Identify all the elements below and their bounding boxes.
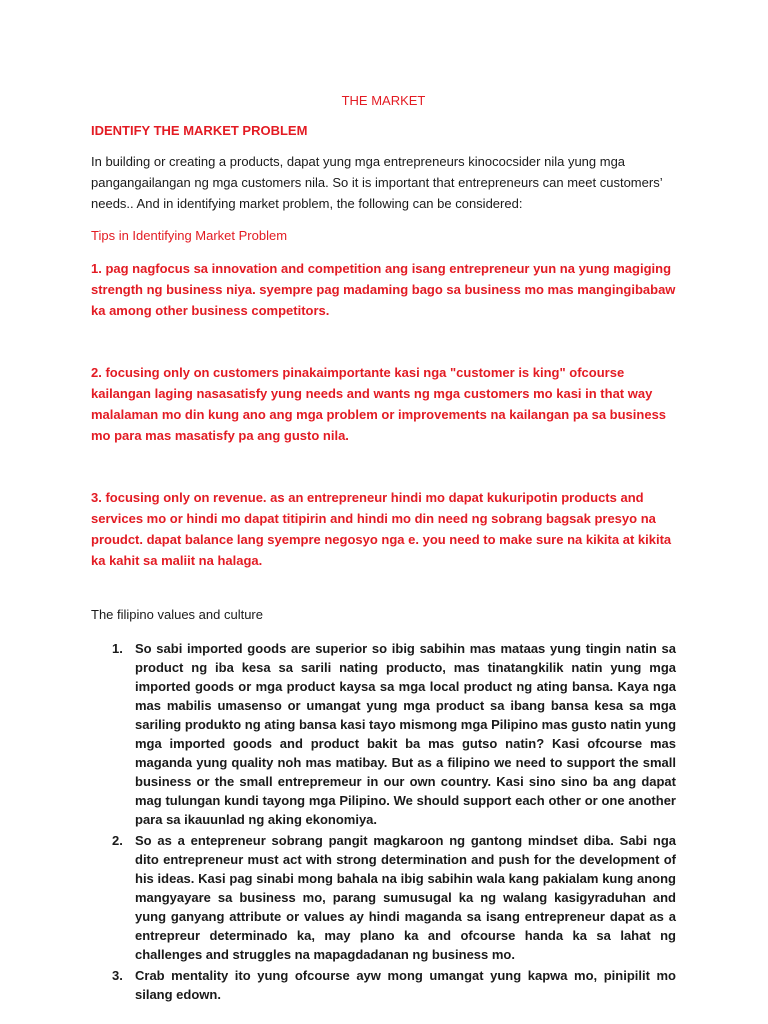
tips-heading: Tips in Identifying Market Problem [91, 228, 288, 243]
list-item-text: So sabi imported goods are superior so ibig sabihin mas mataas yung tingin natin sa product ng iba kesa sa sarili nating producto, mas tinatangkilik natin yung mga imported goods or mga product kaysa sa mga local product ng ating bansa. Kaya nga mas mabilis umasenso or umangat yung mga product sa ibang bansa kesa sa mga sariling produkto ng ating bansa kasi tayo mismong mga Pilipino mas gusto natin yung mga imported goods and product bakit ba mas gutso natin? Kasi ofcourse mas maganda yung quality noh mas matibay. But as a filipino we need to support the small business or the small entrepremeur in our own country. Kasi sino sino ba ang dapat mag tulungan kundi tayong mga Pilipino. We should support each other or one another para sa ikauunlad ng aking ekonomiya. [135, 641, 677, 827]
list-item [91, 831, 676, 964]
list-item-number: 3. [112, 968, 123, 983]
tip-paragraph: 2. focusing only on customers pinakaimportante kasi nga "customer is king" ofcourse kailangan laging nasasatisfy yung needs and wants ng mga customers mo kasi in that way malalaman mo din kung ano ang mga problem or improvements na kailangan pa sa business mo para mas masatisfy pa ang gusto nila. [91, 365, 667, 443]
list-item [91, 966, 676, 1004]
intro-paragraph: In building or creating a products, dapat yung mga entrepreneurs kinococsider nila yung mga pangangailangan ng mga customers nila. So it is important that entrepreneurs can meet customers’ needs.. And in identifying market problem, the following can be considered: [91, 154, 663, 211]
tip-paragraph: 1. pag nagfocus sa innovation and competition ang isang entrepreneur yun na yung magiging strength ng business niya. syempre pag madaming bago sa business mo mas mangingibabaw ka among other business competitors. [91, 261, 676, 318]
section-heading: IDENTIFY THE MARKET PROBLEM [91, 123, 308, 138]
values-list [91, 639, 676, 1004]
list-item-text: So as a entepreneur sobrang pangit magkaroon ng gantong mindset diba. Sabi nga dito entrepreneur must act with strong determination and push for the development of his ideas. Kasi pag sinabi mong bahala na ibig sabihin wala kang pakialam kung anong mangyayare sa business mo, parang sumusugal ka ng walang kasigyraduhan and yung ganyang attribute or values ay hindi maganda sa isang entrepreneur dapat as a entrepreur determinado ka, may plano ka and ofcourse handa ka sa lahat ng challenges and struggles na mapagdadanan ng business mo. [135, 833, 676, 962]
list-item [91, 639, 676, 829]
list-item-number: 2. [112, 833, 123, 848]
list-item-number: 1. [112, 641, 123, 656]
list-item-text: Crab mentality ito yung ofcourse ayw mong umangat yung kapwa mo, pinipilit mo silang edown. [135, 968, 676, 1002]
tip-paragraph: 3. focusing only on revenue. as an entrepreneur hindi mo dapat kukuripotin products and services mo or hindi mo dapat titipirin and hindi mo din need ng sobrang bagsak presyo na proudct. dapat balance lang syempre negosyo nga e. you need to make sure na kikita at kikita ka kahit sa maliit na halaga. [91, 490, 672, 568]
document-title: THE MARKET [341, 93, 426, 108]
values-heading: The filipino values and culture [91, 607, 263, 622]
